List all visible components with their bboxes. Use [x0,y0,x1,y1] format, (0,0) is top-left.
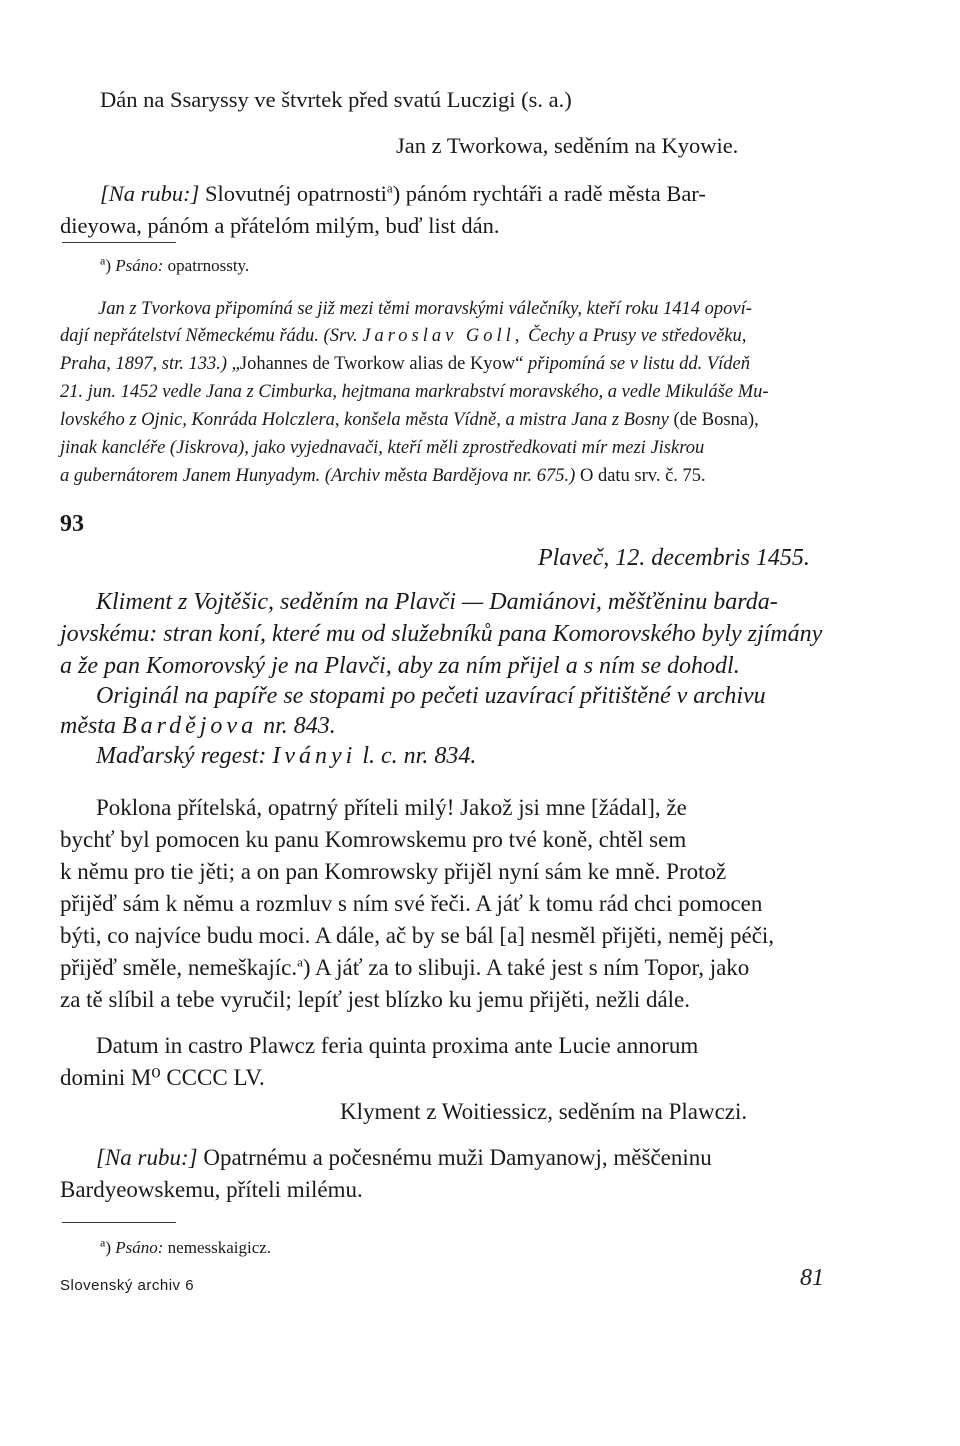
footnote-rule [62,1222,176,1223]
commentary-line: Jan z Tvorkova připomíná se již mezi těmi moravskými válečníky, kteří roku 1414 opoví- [98,299,752,319]
address-line-2: dieyowa, pánóm a přátelóm milým, buď list dán. [60,213,500,238]
document-number: 93 [60,511,84,537]
commentary-line: a gubernátorem Janem Hunyadym. (Archiv města Bardějova nr. 675.) O datu srv. č. 75. [60,466,706,486]
commentary-line: dají nepřátelství Německému řádu. (Srv. Jaroslav Goll, Čechy a Prusy ve středověku, [60,326,747,346]
body-line: bychť byl pomocen ku panu Komrowskemu pro tvé koně, chtěl sem [60,827,687,852]
footer-book-title: Slovenský archiv 6 [60,1277,195,1294]
body-line: za tě slíbil a tebe vyručil; lepíť jest blízko ku jemu přijěti, nežli dále. [60,987,690,1012]
signature-line: Jan z Tworkowa, seděním na Kyowie. [396,133,739,158]
body-line: Poklona přítelská, opatrný příteli milý! Jakož jsi mne [žádal], že [96,795,687,820]
page-number: 81 [800,1265,824,1291]
address-line: [Na rubu:] Opatrnému a počesnému muži Damyanowj, měščeninu [96,1145,712,1170]
address-paragraph: [Na rubu:] Slovutnéj opatrnosti$^a$) pánóm rychtáři a radě města Bar- [60,178,822,210]
dating-line: Dán na Ssaryssy ve štvrtek před svatú Luczigi (s. a.) [100,87,572,112]
commentary-line: jinak kancléře (Jiskrova), jako vyjednavači, kteří měli zprostředkovati mír mezi Jiskrou [60,438,705,458]
address-label: [Na rubu:] [100,181,200,206]
regest-line: a že pan Komorovský je na Plavči, aby za ním přijel a s ním se dohodl. [60,653,740,679]
place-date: Plaveč, 12. decembris 1455. [538,545,810,571]
signature-line: Klyment z Woitiessicz, seděním na Plawczi. [340,1099,748,1124]
author-name: Jaroslav Goll, [362,326,524,346]
body-line: býti, co najvíce budu moci. A dále, ač by se bál [a] nesměl přijěti, neměj péči, [60,923,775,948]
dating-line: domini M⁰ CCCC LV. [60,1065,265,1090]
footnote: $^a$) Psáno: nemesskaigicz. [100,1235,272,1257]
regest-line: jovskému: stran koní, které mu od služebníků pana Komorovského byly zjímány [60,621,823,647]
body-line: přijěď sám k němu a rozmluv s ním své řeči. A jáť k tomu rád chci pomocen [60,891,763,916]
body-line: přijěď směle, nemeškajíc.$^a$) A jáť za to slibuji. A také jest s ním Topor, jako [60,954,750,980]
source-line: Originál na papíře se stopami po pečeti uzavírací přitištěné v archivu [96,683,766,709]
source-line: města Bardějova nr. 843. [60,713,336,739]
footnote-rule [62,242,176,243]
address-line: Bardyeowskemu, příteli milému. [60,1177,363,1202]
archive-city: Bardějova [122,713,258,739]
regest-hu-line: Maďarský regest: Iványi l. c. nr. 834. [96,743,477,769]
author-name: Iványi [272,743,357,769]
dating-line: Datum in castro Plawcz feria quinta proxima ante Lucie annorum [96,1033,699,1058]
regest-line: Kliment z Vojtěšic, seděním na Plavči — Damiánovi, měšťěninu barda- [96,589,778,615]
commentary-line: Praha, 1897, str. 133.) „Johannes de Tworkow alias de Kyow“ připomíná se v listu dd. Vídeň [60,354,750,374]
commentary-line: lovského z Ojnic, Konráda Holczlera, konšela města Vídně, a mistra Jana z Bosny (de Bosna), [60,410,759,430]
commentary-line: 21. jun. 1452 vedle Jana z Cimburka, hejtmana markrabství moravského, a vedle Mikuláše Mu- [60,382,769,402]
footnote: $^a$) Psáno: opatrnossty. [100,253,250,275]
address-label: [Na rubu:] [96,1145,198,1170]
body-line: k němu pro tie jěti; a on pan Komrowsky přijěl nyní sám ke mně. Protož [60,859,727,884]
